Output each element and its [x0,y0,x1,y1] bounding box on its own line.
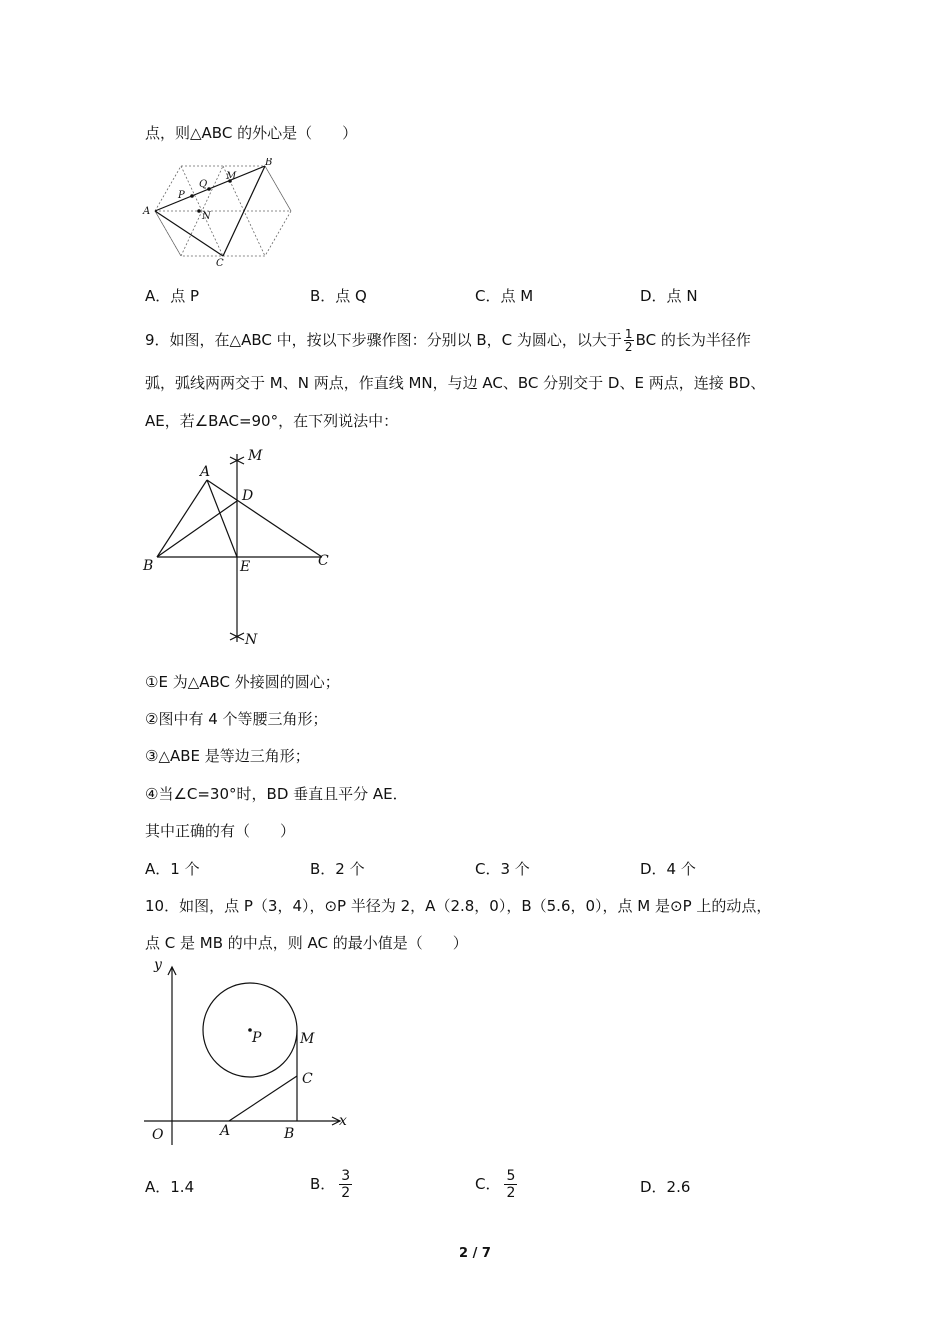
q10-label-y: y [154,957,162,973]
q8-option-c: C．点 M [475,287,534,305]
q9-option-b: B．2 个 [310,860,365,878]
q10-option-d: D．2.6 [640,1178,691,1196]
q10-option-c-fraction [504,1168,517,1201]
page-number: 2 / 7 [459,1246,491,1261]
q9-label-c: C [318,553,329,569]
q9-statement-1: ①E 为△ABC 外接圆的圆心； [145,673,340,691]
q10-label-x: x [339,1113,347,1129]
q10-label-p: P [252,1030,262,1046]
q9-label-m: M [248,448,263,464]
q9-label-a: A [200,464,211,480]
q9-label-e: E [240,559,251,575]
q10-option-c-den: 2 [506,1185,516,1201]
q8-label-p: P [178,190,185,201]
q8-question-tail: 点，则△ABC 的外心是（ ） [145,124,358,142]
q8-label-b: B [265,158,273,168]
q10-label-o: O [152,1127,164,1143]
q10-label-c: C [302,1071,313,1087]
q10-option-c [475,1168,517,1201]
q9-label-b: B [143,558,154,574]
q9-option-c: C．3 个 [475,860,530,878]
q9-statement-2: ②图中有 4 个等腰三角形； [145,710,328,728]
q9-line-1-pre: 9．如图，在△ABC 中，按以下步骤作图：分别以 B，C 为圆心，以大于 [145,331,622,349]
q9-half-num: 1 [624,327,633,341]
q10-label-b: B [284,1126,295,1142]
q9-statement-4: ④当∠C=30°时，BD 垂直且平分 AE． [145,785,408,803]
q10-option-b-fraction [339,1168,352,1201]
q8-label-n: N [202,211,211,222]
q9-line-3: AE，若∠BAC=90°，在下列说法中： [145,412,399,430]
q9-label-d: D [242,488,254,504]
q8-label-m: M [226,171,237,182]
q8-hexagon-figure [140,158,300,268]
q10-option-c-label: C． [475,1175,501,1193]
q9-statement-3: ③△ABE 是等边三角形； [145,747,310,765]
q10-label-m: M [300,1031,315,1047]
q9-line-2: 弧，弧线两两交于 M、N 两点，作直线 MN，与边 AC、BC 分别交于 D、E 两点，连接 BD、 [145,374,766,392]
q8-option-d: D．点 N [640,287,698,305]
q8-label-a: A [143,206,151,217]
q10-coordinate-figure [140,955,360,1145]
q8-option-a: A．点 P [145,287,200,305]
q10-option-b [310,1168,352,1201]
q9-option-d: D．4 个 [640,860,696,878]
q10-line-1: 10．如图，点 P（3，4），⊙P 半径为 2，A（2.8，0），B（5.6，0），点 M 是⊙P 上的动点， [145,897,772,915]
q8-label-c: C [216,258,224,268]
q10-option-b-den: 2 [341,1185,351,1201]
q9-line-1 [145,328,751,353]
q10-option-c-num: 5 [506,1168,516,1184]
q10-option-a: A．1.4 [145,1178,195,1196]
q8-option-b: B．点 Q [310,287,367,305]
q9-prompt: 其中正确的有（ ） [145,822,296,840]
q10-line-2: 点 C 是 MB 的中点，则 AC 的最小值是（ ） [145,934,468,952]
q10-label-a: A [220,1123,231,1139]
q9-line-1-post: BC 的长为半径作 [635,331,751,349]
q9-half-den: 2 [624,340,633,354]
q10-option-b-label: B． [310,1175,336,1193]
q9-label-n: N [245,632,258,648]
q9-triangle-figure [138,444,338,654]
q9-half-fraction [624,328,634,353]
q9-option-a: A．1 个 [145,860,200,878]
q8-label-q: Q [199,179,208,190]
q10-option-b-num: 3 [341,1168,351,1184]
